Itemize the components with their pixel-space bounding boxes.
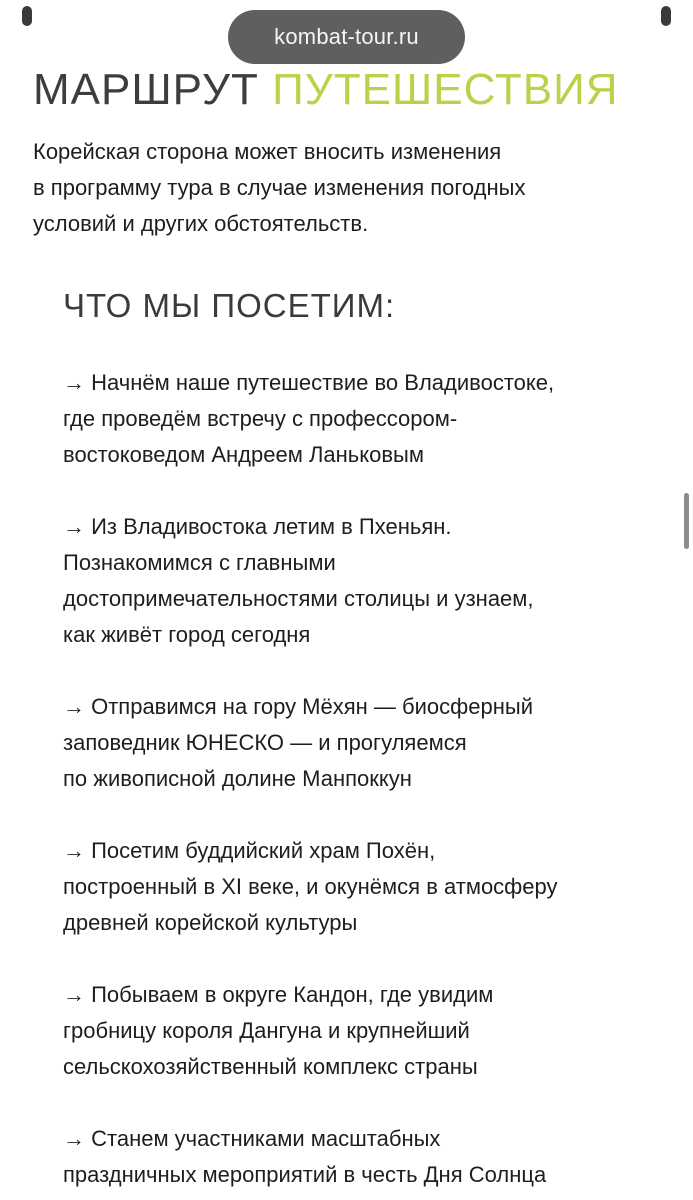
itinerary-line: Познакомимся с главными (63, 550, 336, 575)
itinerary-item (63, 1121, 663, 1193)
itinerary-line: сельскохозяйственный комплекс страны (63, 1054, 478, 1079)
intro-line: Корейская сторона может вносить изменения (33, 139, 502, 164)
itinerary-line: → Начнём наше путешествие во Владивостоке, (63, 370, 555, 395)
itinerary-line: праздничных мероприятий в честь Дня Солнца (63, 1162, 547, 1187)
page-title-part-dark: МАРШРУТ (33, 65, 259, 114)
itinerary-item (63, 833, 663, 941)
itinerary-line: древней корейской культуры (63, 910, 358, 935)
section-heading: ЧТО МЫ ПОСЕТИМ: (63, 287, 396, 324)
itinerary-line: → Из Владивостока летим в Пхеньян. (63, 514, 452, 539)
intro-line: условий и других обстоятельств. (33, 211, 369, 236)
itinerary-list (63, 365, 663, 1200)
address-bar-url: kombat-tour.ru (274, 24, 419, 49)
itinerary-line: заповедник ЮНЕСКО — и прогуляемся (63, 730, 467, 755)
itinerary-line: → Станем участниками масштабных (63, 1126, 441, 1151)
itinerary-item (63, 689, 663, 797)
itinerary-item (63, 365, 663, 473)
intro-paragraph (33, 134, 673, 242)
address-bar[interactable] (228, 10, 465, 64)
page-title-part-accent: ПУТЕШЕСТВИЯ (272, 65, 619, 114)
itinerary-line: построенный в XI веке, и окунёмся в атмосферу (63, 874, 558, 899)
itinerary-line: → Побываем в округе Кандон, где увидим (63, 982, 494, 1007)
screen-corner-indicator-right (661, 6, 671, 26)
itinerary-line: достопримечательностями столицы и узнаем, (63, 586, 534, 611)
itinerary-line: где проведём встречу с профессором- (63, 406, 458, 431)
itinerary-item (63, 509, 663, 653)
itinerary-line: как живёт город сегодня (63, 622, 311, 647)
itinerary-line: → Отправимся на гору Мёхян — биосферный (63, 694, 533, 719)
itinerary-item (63, 977, 663, 1085)
screen-corner-indicator-left (22, 6, 32, 26)
itinerary-line: по живописной долине Манпоккун (63, 766, 412, 791)
itinerary-line: → Посетим буддийский храм Похён, (63, 838, 436, 863)
intro-line: в программу тура в случае изменения погодных (33, 175, 526, 200)
page-title (33, 66, 619, 114)
itinerary-line: востоковедом Андреем Ланьковым (63, 442, 424, 467)
scrollbar-thumb[interactable] (684, 493, 689, 549)
itinerary-line: гробницу короля Дангуна и крупнейший (63, 1018, 470, 1043)
